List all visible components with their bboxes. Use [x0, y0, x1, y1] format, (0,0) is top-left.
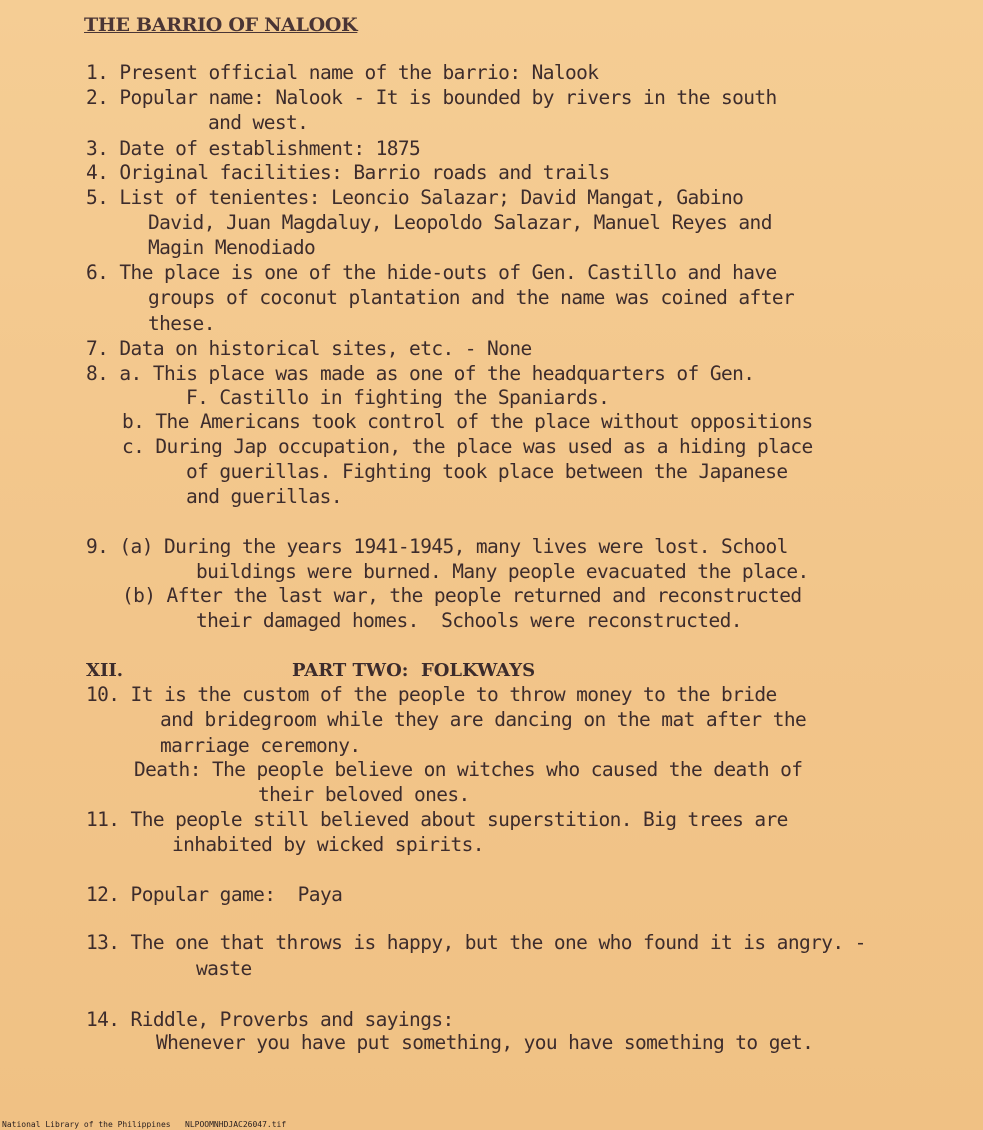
item-8a-line: 8. a. This place was made as one of the headquarters of Gen.: [86, 362, 755, 385]
item-5-line: 5. List of tenientes: Leoncio Salazar; David Mangat, Gabino: [86, 186, 744, 209]
item-8b-line: b. The Americans took control of the place without oppositions: [122, 410, 813, 433]
footer-filename: NLPOOMNHDJAC26047.tif: [185, 1120, 287, 1129]
scan-footer: [2, 1120, 286, 1129]
item-14-line: 14. Riddle, Proverbs and sayings:: [86, 1008, 454, 1031]
item-12-line: 12. Popular game: Paya: [86, 883, 343, 906]
item-3-line: 3. Date of establishment: 1875: [86, 137, 421, 160]
item-10-continuation: marriage ceremony.: [160, 734, 361, 757]
item-6-continuation: these.: [148, 312, 215, 335]
item-1-line: 1. Present official name of the barrio: Nalook: [86, 61, 599, 84]
item-6-continuation: groups of coconut plantation and the name was coined after: [148, 286, 795, 309]
footer-library: National Library of the Philippines: [2, 1120, 171, 1129]
item-10-line: 10. It is the custom of the people to throw money to the bride: [86, 683, 777, 706]
item-11-continuation: inhabited by wicked spirits.: [172, 833, 484, 856]
item-4-line: 4. Original facilities: Barrio roads and trails: [86, 161, 610, 184]
item-2-continuation: and west.: [208, 111, 309, 134]
item-2-line: 2. Popular name: Nalook - It is bounded by rivers in the south: [86, 86, 777, 109]
item-5-continuation: David, Juan Magdaluy, Leopoldo Salazar, Manuel Reyes and: [148, 211, 772, 234]
item-10-continuation: and bridegroom while they are dancing on the mat after the: [160, 708, 807, 731]
death-belief-continuation: their beloved ones.: [258, 783, 470, 806]
item-7-line: 7. Data on historical sites, etc. - None: [86, 337, 532, 360]
item-6-line: 6. The place is one of the hide-outs of Gen. Castillo and have: [86, 261, 777, 284]
section-number: XII.: [86, 660, 124, 681]
item-9a-line: 9. (a) During the years 1941-1945, many lives were lost. School: [86, 535, 788, 558]
item-9b-continuation: their damaged homes. Schools were reconstructed.: [196, 609, 742, 632]
item-8c-continuation: of guerillas. Fighting took place between the Japanese: [186, 460, 788, 483]
item-9a-continuation: buildings were burned. Many people evacuated the place.: [196, 560, 809, 583]
item-8c-line: c. During Jap occupation, the place was used as a hiding place: [122, 435, 813, 458]
item-14-continuation: Whenever you have put something, you have something to get.: [156, 1031, 814, 1054]
item-8c-continuation: and guerillas.: [186, 485, 342, 508]
section-heading: PART TWO: FOLKWAYS: [292, 660, 536, 681]
death-belief-line: Death: The people believe on witches who caused the death of: [134, 758, 803, 781]
item-13-line: 13. The one that throws is happy, but the one who found it is angry. -: [86, 931, 866, 954]
item-13-continuation: waste: [196, 957, 252, 980]
item-8a-continuation: F. Castillo in fighting the Spaniards.: [186, 386, 610, 409]
item-5-continuation: Magin Menodiado: [148, 236, 316, 259]
item-11-line: 11. The people still believed about superstition. Big trees are: [86, 808, 788, 831]
document-title: THE BARRIO OF NALOOK: [84, 14, 358, 36]
item-9b-line: (b) After the last war, the people returned and reconstructed: [122, 584, 802, 607]
